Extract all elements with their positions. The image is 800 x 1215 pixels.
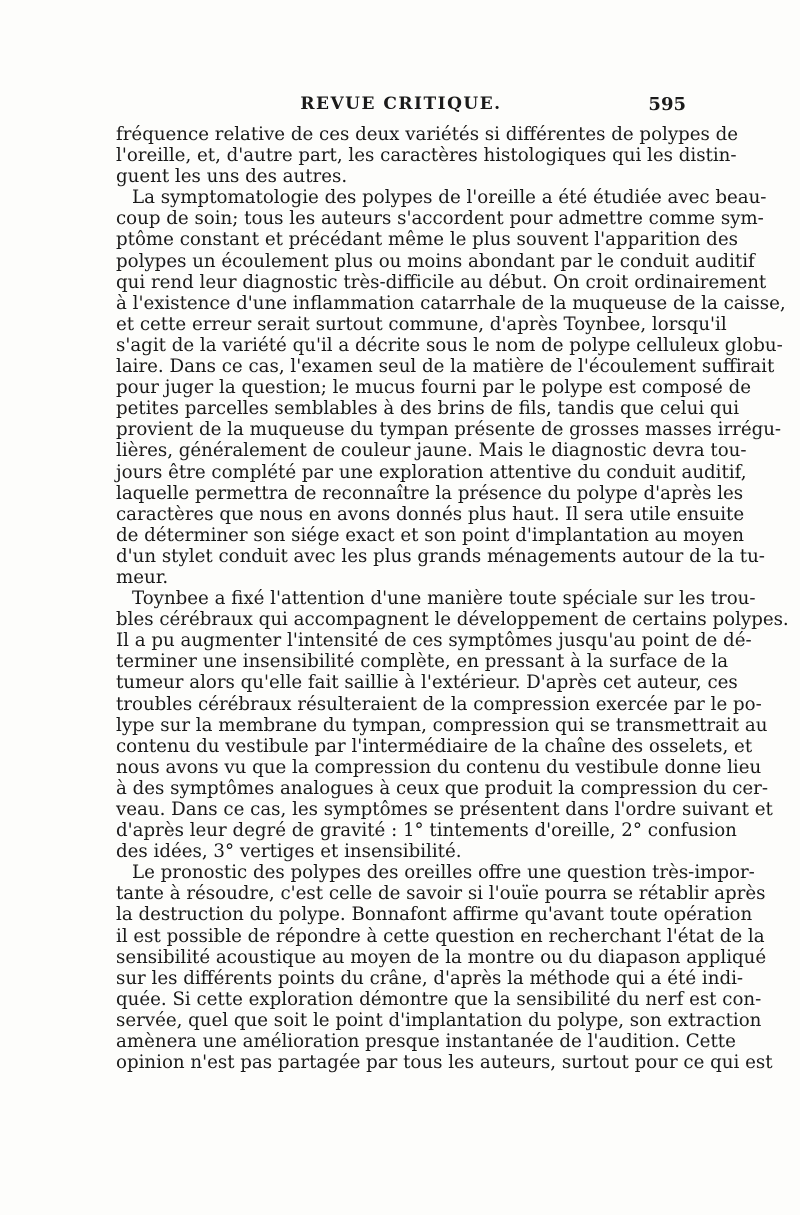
- text-line: veau. Dans ce cas, les symptômes se présentent dans l'ordre suivant et: [116, 799, 773, 820]
- text-line: laquelle permettra de reconnaître la présence du polype d'après les: [116, 482, 744, 504]
- running-title: REVUE CRITIQUE.: [300, 94, 502, 114]
- text-line: troubles cérébraux résulteraient de la compression exercée par le po-: [116, 693, 762, 715]
- text-line: Le pronostic des polypes des oreilles offre une question très-impor-: [132, 862, 755, 884]
- text-line: s'agit de la variété qu'il a décrite sous le nom de polype celluleux globu-: [116, 334, 783, 356]
- text-line: des idées, 3° vertiges et insensibilité.: [116, 841, 462, 863]
- paragraph: [116, 588, 789, 863]
- text-line: et cette erreur serait surtout commune, d'après Toynbee, lorsqu'il: [116, 313, 727, 335]
- text-line: La symptomatologie des polypes de l'oreille a été étudiée avec beau-: [132, 187, 767, 209]
- paragraph: [116, 862, 773, 1074]
- text-line: Il a pu augmenter l'intensité de ces symptômes jusqu'au point de dé-: [116, 630, 752, 652]
- text-line: provient de la muqueuse du tympan présente de grosses masses irrégu-: [116, 419, 782, 441]
- text-line: caractères que nous en avons donnés plus haut. Il sera utile ensuite: [116, 503, 745, 525]
- text-line: il est possible de répondre à cette question en recherchant l'état de la: [116, 925, 765, 947]
- text-line: servée, quel que soit le point d'implantation du polype, son extraction: [116, 1009, 762, 1031]
- text-line: petites parcelles semblables à des brins de fils, tandis que celui qui: [116, 398, 740, 420]
- text-line: amènera une amélioration presque instantanée de l'audition. Cette: [116, 1031, 736, 1053]
- text-line: fréquence relative de ces deux variétés si différentes de polypes de: [116, 124, 739, 145]
- page-header: [116, 94, 686, 120]
- text-line: contenu du vestibule par l'intermédiaire de la chaîne des osselets, et: [116, 735, 753, 757]
- text-line: quée. Si cette exploration démontre que la sensibilité du nerf est con-: [116, 988, 762, 1010]
- text-line: la destruction du polype. Bonnafont affirme qu'avant toute opération: [116, 904, 753, 926]
- text-line: sur les différents points du crâne, d'après la méthode qui a été indi-: [116, 967, 744, 989]
- page-number: 595: [648, 94, 686, 115]
- text-line: lières, généralement de couleur jaune. Mais le diagnostic devra tou-: [116, 440, 747, 462]
- body-text: [116, 124, 789, 1074]
- text-line: meur.: [116, 566, 169, 588]
- text-line: Toynbee a fixé l'attention d'une manière toute spéciale sur les trou-: [132, 588, 756, 610]
- text-line: guent les uns des autres.: [116, 166, 348, 188]
- text-line: coup de soin; tous les auteurs s'accordent pour admettre comme sym-: [116, 208, 764, 230]
- text-line: d'après leur degré de gravité : 1° tintements d'oreille, 2° confusion: [116, 820, 737, 842]
- paragraph: [116, 187, 786, 588]
- text-line: pour juger la question; le mucus fourni par le polype est composé de: [116, 377, 751, 399]
- text-line: l'oreille, et, d'autre part, les caractères histologiques qui les distin-: [116, 145, 737, 167]
- text-line: sensibilité acoustique au moyen de la montre ou du diapason appliqué: [116, 946, 767, 968]
- text-line: d'un stylet conduit avec les plus grands ménagements autour de la tu-: [116, 545, 765, 567]
- text-line: opinion n'est pas partagée par tous les auteurs, surtout pour ce qui est: [116, 1052, 773, 1074]
- text-line: à des symptômes analogues à ceux que produit la compression du cer-: [116, 777, 768, 799]
- text-line: polypes un écoulement plus ou moins abondant par le conduit auditif: [116, 250, 755, 272]
- text-line: tante à résoudre, c'est celle de savoir si l'ouïe pourra se rétablir après: [116, 883, 766, 905]
- text-line: nous avons vu que la compression du contenu du vestibule donne lieu: [116, 756, 762, 778]
- text-line: laire. Dans ce cas, l'examen seul de la matière de l'écoulement suffirait: [116, 356, 775, 378]
- text-line: terminer une insensibilité complète, en pressant à la surface de la: [116, 651, 729, 673]
- paragraph: [116, 124, 739, 188]
- text-line: bles cérébraux qui accompagnent le développement de certains polypes.: [116, 609, 789, 631]
- text-line: ptôme constant et précédant même le plus souvent l'apparition des: [116, 229, 738, 251]
- text-line: de déterminer son siége exact et son point d'implantation au moyen: [116, 524, 744, 546]
- text-line: tumeur alors qu'elle fait saillie à l'extérieur. D'après cet auteur, ces: [116, 672, 738, 694]
- text-line: à l'existence d'une inflammation catarrhale de la muqueuse de la caisse,: [116, 292, 786, 314]
- text-line: lype sur la membrane du tympan, compression qui se transmettrait au: [116, 714, 768, 736]
- text-line: qui rend leur diagnostic très-difficile au début. On croit ordinairement: [116, 271, 767, 293]
- text-line: jours être complété par une exploration attentive du conduit auditif,: [116, 461, 747, 483]
